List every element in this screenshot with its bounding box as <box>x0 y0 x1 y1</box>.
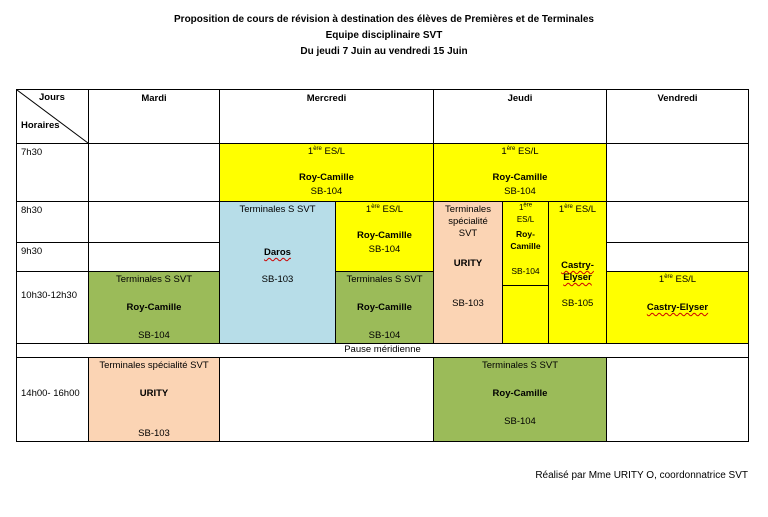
corner-cell <box>17 90 89 144</box>
session-vendredi-10h30: 1ère ES/L Castry-Elyser <box>607 272 749 344</box>
document-title: Proposition de cours de révision à destination des élèves de Premières et de Terminales <box>174 14 594 25</box>
session-mardi-14h: Terminales spécialité SVT URITY SB-103 <box>89 358 220 442</box>
empty-cell <box>89 243 220 272</box>
day-header-mercredi: Mercredi <box>220 90 434 144</box>
empty-cell <box>607 243 749 272</box>
session-jeudi-middle-cont <box>503 286 549 344</box>
room: SB-103 <box>452 298 484 309</box>
teacher: Roy-Camille <box>492 172 548 183</box>
session-mercredi-daros: Terminales S SVT Daros SB-103 <box>220 202 336 344</box>
session-jeudi-14h: Terminales S SVT Roy-Camille SB-104 <box>434 358 607 442</box>
time-9h30: 9h30 <box>17 243 89 272</box>
room: SB-104 <box>310 186 343 197</box>
session-jeudi-urity: Terminales spécialité SVT URITY SB-103 <box>434 202 503 344</box>
empty-cell <box>607 202 749 243</box>
empty-cell <box>607 144 749 202</box>
teacher: Roy-Camille <box>126 302 182 313</box>
teacher: Daros <box>264 247 291 258</box>
teacher: URITY <box>453 258 483 269</box>
day-header-vendredi: Vendredi <box>607 90 749 144</box>
pause-row: Pause méridienne <box>17 344 749 358</box>
teacher: Castry- <box>561 260 594 271</box>
teacher: Roy-Camille <box>492 388 548 399</box>
session-jeudi-castry: 1ère ES/L Castry- Elyser SB-105 <box>549 202 607 344</box>
empty-cell <box>220 358 434 442</box>
room: SB-105 <box>561 298 594 309</box>
teacher: URITY <box>139 388 169 399</box>
session-mardi-10h30: Terminales S SVT Roy-Camille SB-104 <box>89 272 220 344</box>
day-header-mardi: Mardi <box>89 90 220 144</box>
document-date-range: Du jeudi 7 Juin au vendredi 15 Juin <box>300 46 468 57</box>
room: SB-104 <box>504 186 536 197</box>
session-mercredi-10h30: Terminales S SVT Roy-Camille SB-104 <box>336 272 434 344</box>
room: SB-104 <box>504 416 536 427</box>
empty-cell <box>89 202 220 243</box>
room: SB-104 <box>368 330 401 341</box>
day-header-jeudi: Jeudi <box>434 90 607 144</box>
room: SB-104 <box>138 330 170 341</box>
room: SB-103 <box>138 428 170 439</box>
teacher: Roy-Camille <box>357 230 412 241</box>
time-10h30: 10h30-12h30 <box>17 272 89 344</box>
teacher: Roy-Camille <box>299 172 354 183</box>
time-8h30: 8h30 <box>17 202 89 243</box>
empty-cell <box>89 144 220 202</box>
session-jeudi-7h30: 1ère ES/L Roy-Camille SB-104 <box>434 144 607 202</box>
empty-cell <box>607 358 749 442</box>
session-jeudi-middle: 1ère ES/L Roy- Camille SB-104 <box>503 202 549 286</box>
time-14h00: 14h00- 16h00 <box>17 358 89 442</box>
footer-credit: Réalisé par Mme URITY O, coordonnatrice SVT <box>535 470 748 481</box>
document-subtitle: Equipe disciplinaire SVT <box>325 30 443 41</box>
session-mercredi-8h30: 1ère ES/L Roy-Camille SB-104 <box>336 202 434 272</box>
teacher: Roy-Camille <box>357 302 412 313</box>
teacher: Castry-Elyser <box>646 302 709 313</box>
schedule-table <box>16 89 749 442</box>
corner-jours: Jours <box>39 92 65 103</box>
corner-horaires: Horaires <box>21 120 60 131</box>
room: SB-104 <box>511 266 540 276</box>
time-7h30: 7h30 <box>17 144 89 202</box>
room: SB-103 <box>261 274 294 285</box>
room: SB-104 <box>368 244 401 255</box>
session-mercredi-7h30: 1ère ES/L Roy-Camille SB-104 <box>220 144 434 202</box>
